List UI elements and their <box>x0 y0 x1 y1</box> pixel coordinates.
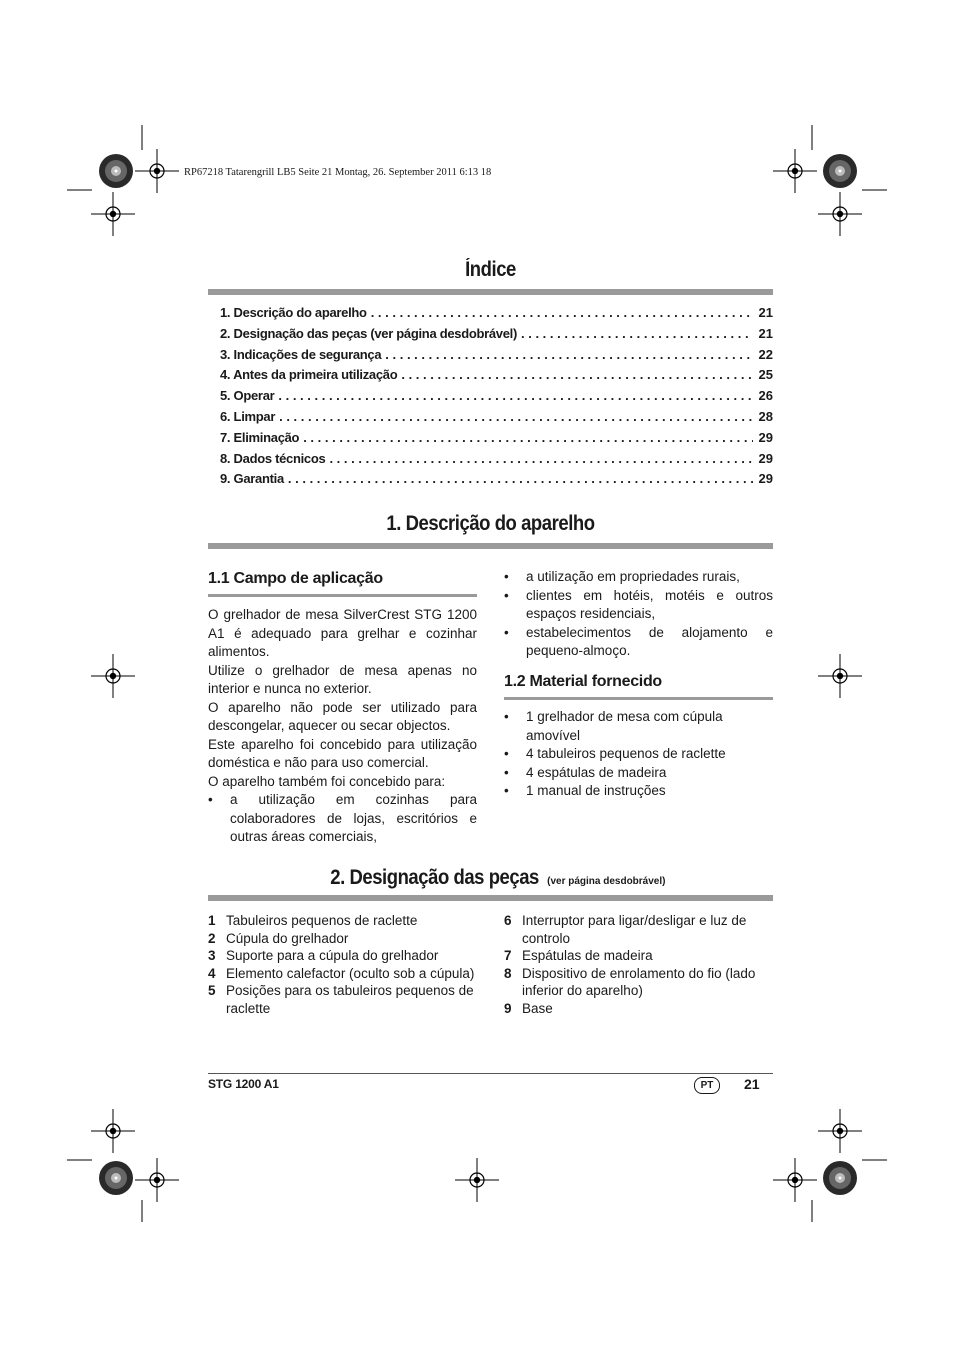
toc-entry-title: 6. Limpar <box>220 408 276 424</box>
toc-entry-page: 21 <box>758 325 773 341</box>
toc-entry-page: 29 <box>758 471 773 487</box>
page-number: 21 <box>744 1076 760 1092</box>
print-slug: RP67218 Tatarengrill LB5 Seite 21 Montag, 26. September 2011 6:13 18 <box>184 167 492 178</box>
list-item: • clientes em hotéis, motéis e outros espaços residenciais, <box>504 587 773 624</box>
part-item <box>504 912 773 947</box>
language-badge: PT <box>694 1077 720 1094</box>
rosette-mark-icon <box>823 154 857 188</box>
part-item <box>208 912 480 930</box>
toc-entry-title: 1. Descrição do aparelho <box>220 305 367 320</box>
toc-entry-page: 25 <box>758 367 773 383</box>
sub2-rule <box>504 697 773 700</box>
crosshair-icon <box>91 192 135 236</box>
paragraph: Este aparelho foi concebido para utilização doméstica e não para uso comercial. <box>208 736 477 770</box>
parts-list-left <box>208 912 480 1017</box>
crosshair-icon <box>455 1158 499 1202</box>
part-number: 1 <box>208 913 216 928</box>
part-label: Dispositivo de enrolamento do fio (lado inferior do aparelho) <box>522 965 756 998</box>
toc-entry[interactable] <box>220 430 773 451</box>
title-rule <box>208 289 773 295</box>
toc-entry-title: 5. Operar <box>220 388 275 404</box>
section-rule <box>208 895 773 901</box>
crosshair-icon <box>818 654 862 698</box>
toc-entry[interactable] <box>220 367 773 388</box>
crosshair-icon <box>91 654 135 698</box>
paragraph: O aparelho não pode ser utilizado para descongelar, aquecer ou secar objectos. <box>208 699 477 733</box>
part-number: 8 <box>504 965 512 981</box>
toc-entry[interactable] <box>220 451 773 472</box>
section2-title: 2. Designação das peças <box>329 866 539 889</box>
section2-note: (ver página desdobrável) <box>547 876 666 887</box>
rosette-mark-icon <box>823 1161 857 1195</box>
part-label: Interruptor para ligar/desligar e luz de controlo <box>522 913 747 946</box>
part-label: Tabuleiros pequenos de raclette <box>226 913 418 928</box>
toc-entry[interactable] <box>220 409 773 430</box>
parts-list-right <box>504 912 773 1017</box>
part-label: Base <box>522 1000 553 1016</box>
paragraph: O grelhador de mesa SilverCrest STG 1200 A1 é adequado para grelhar e cozinhar alimentos. <box>208 607 477 659</box>
part-number: 7 <box>504 948 512 963</box>
toc-entry-page: 29 <box>758 450 773 466</box>
crosshair-icon <box>773 149 817 193</box>
crosshair-icon <box>91 1109 135 1153</box>
section2-heading <box>208 866 773 890</box>
toc-entry-page: 22 <box>758 346 773 362</box>
part-number: 4 <box>208 965 216 981</box>
part-label: Cúpula do grelhador <box>226 930 349 946</box>
footer-model: STG 1200 A1 <box>208 1077 279 1091</box>
section1-title: 1. Descrição do aparelho <box>386 512 595 535</box>
toc-entry-page: 29 <box>758 429 773 445</box>
section-rule <box>208 543 773 549</box>
toc-entry-page: 21 <box>758 305 773 320</box>
toc-entry[interactable] <box>220 326 773 347</box>
part-item <box>208 965 480 983</box>
table-of-contents <box>220 305 773 492</box>
part-item <box>208 930 480 948</box>
sub1-title: 1.1 Campo de aplicação <box>208 570 383 587</box>
rosette-mark-icon <box>99 154 133 188</box>
part-label: Elemento calefactor (oculto sob a cúpula) <box>226 965 475 981</box>
sub2-title: 1.2 Material fornecido <box>504 673 662 690</box>
crosshair-icon <box>135 149 179 193</box>
toc-entry-title: 2. Designação das peças (ver página desdobrável) <box>220 325 518 341</box>
paragraph: O aparelho também foi concebido para: <box>208 773 446 789</box>
usage-list-continued <box>504 568 773 661</box>
toc-entry-title: 4. Antes da primeira utilização <box>220 367 398 383</box>
list-item: • 1 grelhador de mesa com cúpula amovível <box>504 708 773 745</box>
toc-entry-page: 26 <box>758 388 773 404</box>
part-number: 3 <box>208 948 216 963</box>
footer-rule <box>208 1073 773 1074</box>
crosshair-icon <box>135 1158 179 1202</box>
list-item: • 1 manual de instruções <box>504 782 773 801</box>
list-item: • 4 tabuleiros pequenos de raclette <box>504 745 773 764</box>
index-title: Índice <box>465 258 516 281</box>
toc-entry[interactable] <box>220 471 773 492</box>
toc-entry-page: 28 <box>758 408 773 424</box>
sub1-body <box>208 606 477 847</box>
part-number: 2 <box>208 930 216 946</box>
toc-entry[interactable] <box>220 347 773 368</box>
toc-entry-title: 7. Eliminação <box>220 429 300 445</box>
part-number: 5 <box>208 983 216 998</box>
sub1-rule <box>208 594 477 597</box>
crosshair-icon <box>773 1158 817 1202</box>
part-label: Espátulas de madeira <box>522 948 653 963</box>
toc-entry[interactable] <box>220 388 773 409</box>
toc-entry-title: 9. Garantia <box>220 471 284 487</box>
part-item <box>504 965 773 1000</box>
part-item <box>208 982 480 1017</box>
part-label: Posições para os tabuleiros pequenos de raclette <box>226 983 474 1016</box>
part-label: Suporte para a cúpula do grelhador <box>226 948 439 963</box>
crosshair-icon <box>818 1109 862 1153</box>
part-item <box>504 1000 773 1018</box>
usage-list <box>208 791 477 847</box>
list-item: • a utilização em propriedades rurais, <box>504 568 773 587</box>
supplied-items-list <box>504 708 773 801</box>
part-number: 9 <box>504 1000 512 1016</box>
part-item <box>504 947 773 965</box>
toc-entry-title: 3. Indicações de segurança <box>220 346 382 362</box>
list-item: • estabelecimentos de alojamento e pequeno-almoço. <box>504 624 773 661</box>
toc-entry[interactable] <box>220 305 773 326</box>
part-number: 6 <box>504 913 512 928</box>
paragraph: Utilize o grelhador de mesa apenas no interior e nunca no exterior. <box>208 662 477 696</box>
list-item: • 4 espátulas de madeira <box>504 764 773 783</box>
toc-entry-title: 8. Dados técnicos <box>220 450 326 466</box>
part-item <box>208 947 480 965</box>
rosette-mark-icon <box>99 1161 133 1195</box>
crosshair-icon <box>818 192 862 236</box>
list-item: • a utilização em cozinhas para colaboradores de lojas, escritórios e outras áreas comerciais, <box>208 791 477 847</box>
